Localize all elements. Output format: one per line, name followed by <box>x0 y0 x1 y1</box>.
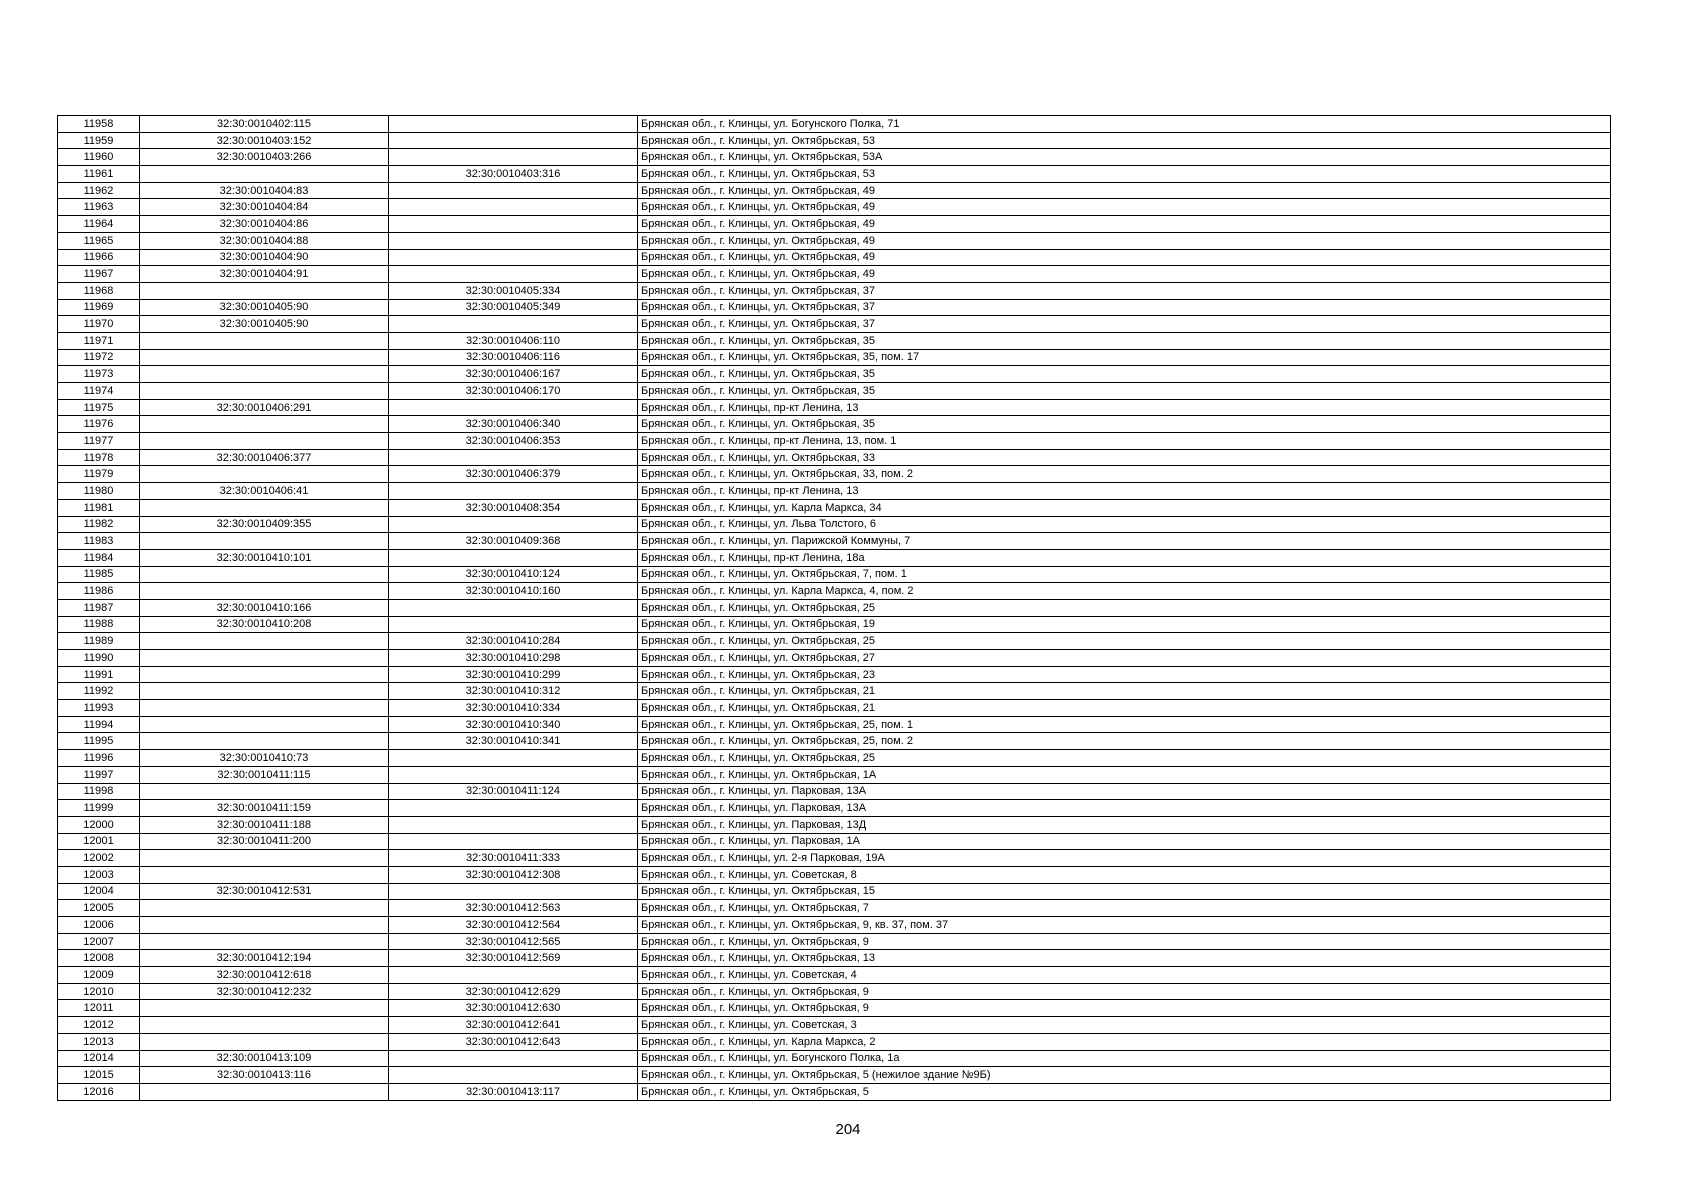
row-number: 12014 <box>58 1050 140 1067</box>
table-row <box>58 1000 1611 1017</box>
row-number: 11968 <box>58 282 140 299</box>
row-number: 12005 <box>58 900 140 917</box>
address: Брянская обл., г. Клинцы, пр-кт Ленина, 13 <box>638 483 1611 500</box>
address: Брянская обл., г. Клинцы, ул. Октябрьская, 49 <box>638 266 1611 283</box>
cadastral-number-a: 32:30:0010405:90 <box>140 299 389 316</box>
cadastral-number-a: 32:30:0010410:166 <box>140 599 389 616</box>
address: Брянская обл., г. Клинцы, ул. Октябрьская, 25 <box>638 750 1611 767</box>
cadastral-number-b: 32:30:0010411:124 <box>389 783 638 800</box>
cadastral-number-a: 32:30:0010410:73 <box>140 750 389 767</box>
row-number: 11982 <box>58 516 140 533</box>
cadastral-number-a: 32:30:0010409:355 <box>140 516 389 533</box>
cadastral-number-a <box>140 1017 389 1034</box>
row-number: 12000 <box>58 816 140 833</box>
table-row <box>58 1033 1611 1050</box>
row-number: 12009 <box>58 967 140 984</box>
table-row <box>58 349 1611 366</box>
cadastral-number-b <box>389 766 638 783</box>
cadastral-number-b <box>389 833 638 850</box>
row-number: 11967 <box>58 266 140 283</box>
address: Брянская обл., г. Клинцы, ул. Октябрьская, 9 <box>638 1000 1611 1017</box>
register-body <box>58 116 1611 1101</box>
address: Брянская обл., г. Клинцы, ул. Октябрьская, 7, пом. 1 <box>638 566 1611 583</box>
cadastral-number-a <box>140 166 389 183</box>
cadastral-number-a <box>140 1033 389 1050</box>
row-number: 11965 <box>58 232 140 249</box>
cadastral-number-b <box>389 116 638 133</box>
cadastral-number-a: 32:30:0010412:232 <box>140 983 389 1000</box>
row-number: 11977 <box>58 433 140 450</box>
address: Брянская обл., г. Клинцы, ул. Октябрьская, 49 <box>638 232 1611 249</box>
row-number: 11970 <box>58 316 140 333</box>
row-number: 11980 <box>58 483 140 500</box>
address: Брянская обл., г. Клинцы, ул. Октябрьская, 53А <box>638 149 1611 166</box>
cadastral-number-b: 32:30:0010412:643 <box>389 1033 638 1050</box>
cadastral-number-a: 32:30:0010402:115 <box>140 116 389 133</box>
cadastral-number-a <box>140 383 389 400</box>
row-number: 11981 <box>58 499 140 516</box>
address: Брянская обл., г. Клинцы, ул. Октябрьская, 27 <box>638 650 1611 667</box>
address: Брянская обл., г. Клинцы, ул. Октябрьская, 37 <box>638 316 1611 333</box>
table-row <box>58 499 1611 516</box>
table-row <box>58 1050 1611 1067</box>
table-row <box>58 249 1611 266</box>
cadastral-number-a <box>140 917 389 934</box>
cadastral-number-a: 32:30:0010411:159 <box>140 800 389 817</box>
table-row <box>58 766 1611 783</box>
cadastral-number-b <box>389 1067 638 1084</box>
table-row <box>58 633 1611 650</box>
row-number: 11986 <box>58 583 140 600</box>
cadastral-number-b: 32:30:0010410:299 <box>389 666 638 683</box>
table-row <box>58 266 1611 283</box>
cadastral-number-a: 32:30:0010404:84 <box>140 199 389 216</box>
cadastral-number-b: 32:30:0010410:341 <box>389 733 638 750</box>
address: Брянская обл., г. Клинцы, ул. Октябрьская, 13 <box>638 950 1611 967</box>
cadastral-number-b: 32:30:0010406:353 <box>389 433 638 450</box>
cadastral-number-b <box>389 149 638 166</box>
address: Брянская обл., г. Клинцы, ул. Октябрьская, 35, пом. 17 <box>638 349 1611 366</box>
cadastral-number-a <box>140 282 389 299</box>
cadastral-number-a: 32:30:0010412:194 <box>140 950 389 967</box>
cadastral-number-b: 32:30:0010411:333 <box>389 850 638 867</box>
cadastral-number-a: 32:30:0010412:531 <box>140 883 389 900</box>
address: Брянская обл., г. Клинцы, ул. Октябрьская, 35 <box>638 416 1611 433</box>
address: Брянская обл., г. Клинцы, ул. Октябрьская, 21 <box>638 700 1611 717</box>
cadastral-number-a <box>140 533 389 550</box>
cadastral-number-b: 32:30:0010410:340 <box>389 716 638 733</box>
cadastral-number-a: 32:30:0010404:86 <box>140 216 389 233</box>
cadastral-number-b: 32:30:0010406:167 <box>389 366 638 383</box>
row-number: 12001 <box>58 833 140 850</box>
row-number: 11966 <box>58 249 140 266</box>
table-row <box>58 666 1611 683</box>
row-number: 11962 <box>58 182 140 199</box>
cadastral-number-b: 32:30:0010406:379 <box>389 466 638 483</box>
cadastral-number-b: 32:30:0010406:340 <box>389 416 638 433</box>
row-number: 11974 <box>58 383 140 400</box>
table-row <box>58 1017 1611 1034</box>
row-number: 11964 <box>58 216 140 233</box>
address: Брянская обл., г. Клинцы, ул. Октябрьская, 25 <box>638 633 1611 650</box>
address: Брянская обл., г. Клинцы, ул. 2-я Парковая, 19А <box>638 850 1611 867</box>
table-row <box>58 416 1611 433</box>
address: Брянская обл., г. Клинцы, ул. Октябрьская, 21 <box>638 683 1611 700</box>
row-number: 11984 <box>58 549 140 566</box>
table-row <box>58 399 1611 416</box>
table-row <box>58 650 1611 667</box>
table-row <box>58 683 1611 700</box>
cadastral-number-b: 32:30:0010410:298 <box>389 650 638 667</box>
row-number: 11983 <box>58 533 140 550</box>
cadastral-number-b <box>389 1050 638 1067</box>
address: Брянская обл., г. Клинцы, ул. Парижской Коммуны, 7 <box>638 533 1611 550</box>
cadastral-number-b: 32:30:0010406:116 <box>389 349 638 366</box>
address: Брянская обл., г. Клинцы, ул. Парковая, 1А <box>638 833 1611 850</box>
row-number: 11960 <box>58 149 140 166</box>
cadastral-number-b <box>389 599 638 616</box>
cadastral-number-a <box>140 933 389 950</box>
row-number: 12003 <box>58 866 140 883</box>
row-number: 11998 <box>58 783 140 800</box>
address: Брянская обл., г. Клинцы, ул. Октябрьская, 53 <box>638 166 1611 183</box>
table-row <box>58 132 1611 149</box>
cadastral-number-b: 32:30:0010412:563 <box>389 900 638 917</box>
cadastral-number-b: 32:30:0010409:368 <box>389 533 638 550</box>
table-row <box>58 599 1611 616</box>
cadastral-number-a: 32:30:0010404:83 <box>140 182 389 199</box>
cadastral-number-b <box>389 483 638 500</box>
row-number: 11996 <box>58 750 140 767</box>
address: Брянская обл., г. Клинцы, ул. Парковая, 13А <box>638 800 1611 817</box>
row-number: 12015 <box>58 1067 140 1084</box>
cadastral-number-b: 32:30:0010406:170 <box>389 383 638 400</box>
table-row <box>58 583 1611 600</box>
cadastral-number-b: 32:30:0010403:316 <box>389 166 638 183</box>
row-number: 12016 <box>58 1083 140 1100</box>
cadastral-number-b: 32:30:0010412:565 <box>389 933 638 950</box>
table-row <box>58 883 1611 900</box>
row-number: 11961 <box>58 166 140 183</box>
table-row <box>58 733 1611 750</box>
row-number: 11990 <box>58 650 140 667</box>
cadastral-number-a <box>140 466 389 483</box>
table-row <box>58 533 1611 550</box>
address: Брянская обл., г. Клинцы, ул. Октябрьская, 49 <box>638 199 1611 216</box>
address: Брянская обл., г. Клинцы, ул. Октябрьская, 33, пом. 2 <box>638 466 1611 483</box>
table-row <box>58 549 1611 566</box>
table-row <box>58 149 1611 166</box>
row-number: 11963 <box>58 199 140 216</box>
table-row <box>58 566 1611 583</box>
cadastral-number-a: 32:30:0010413:109 <box>140 1050 389 1067</box>
cadastral-number-a: 32:30:0010406:291 <box>140 399 389 416</box>
cadastral-number-b: 32:30:0010405:349 <box>389 299 638 316</box>
table-row <box>58 716 1611 733</box>
table-row <box>58 516 1611 533</box>
table-row <box>58 900 1611 917</box>
table-row <box>58 182 1611 199</box>
row-number: 11971 <box>58 332 140 349</box>
row-number: 11988 <box>58 616 140 633</box>
address: Брянская обл., г. Клинцы, ул. Октябрьская, 5 (нежилое здание №9Б) <box>638 1067 1611 1084</box>
row-number: 11997 <box>58 766 140 783</box>
address: Брянская обл., г. Клинцы, ул. Октябрьская, 9, кв. 37, пом. 37 <box>638 917 1611 934</box>
row-number: 11994 <box>58 716 140 733</box>
cadastral-number-a <box>140 499 389 516</box>
row-number: 11992 <box>58 683 140 700</box>
table-row <box>58 383 1611 400</box>
table-row <box>58 299 1611 316</box>
table-row <box>58 433 1611 450</box>
address: Брянская обл., г. Клинцы, ул. Октябрьская, 25, пом. 2 <box>638 733 1611 750</box>
table-row <box>58 282 1611 299</box>
address: Брянская обл., г. Клинцы, ул. Октябрьская, 23 <box>638 666 1611 683</box>
cadastral-number-a <box>140 1083 389 1100</box>
cadastral-number-a <box>140 850 389 867</box>
table-row <box>58 483 1611 500</box>
table-row <box>58 366 1611 383</box>
cadastral-number-b: 32:30:0010406:110 <box>389 332 638 349</box>
row-number: 11989 <box>58 633 140 650</box>
cadastral-number-b <box>389 449 638 466</box>
row-number: 12004 <box>58 883 140 900</box>
cadastral-number-a <box>140 733 389 750</box>
address: Брянская обл., г. Клинцы, ул. Октябрьская, 15 <box>638 883 1611 900</box>
table-row <box>58 866 1611 883</box>
cadastral-number-b <box>389 967 638 984</box>
cadastral-number-a: 32:30:0010403:152 <box>140 132 389 149</box>
cadastral-number-b <box>389 216 638 233</box>
cadastral-number-a: 32:30:0010413:116 <box>140 1067 389 1084</box>
row-number: 11969 <box>58 299 140 316</box>
row-number: 11987 <box>58 599 140 616</box>
cadastral-number-b <box>389 232 638 249</box>
table-row <box>58 850 1611 867</box>
address: Брянская обл., г. Клинцы, ул. Парковая, 13Д <box>638 816 1611 833</box>
cadastral-number-a: 32:30:0010404:91 <box>140 266 389 283</box>
cadastral-number-a <box>140 716 389 733</box>
cadastral-number-b: 32:30:0010410:312 <box>389 683 638 700</box>
cadastral-number-a <box>140 566 389 583</box>
cadastral-number-a: 32:30:0010410:101 <box>140 549 389 566</box>
table-row <box>58 232 1611 249</box>
cadastral-number-a <box>140 666 389 683</box>
address: Брянская обл., г. Клинцы, ул. Богунского Полка, 1а <box>638 1050 1611 1067</box>
cadastral-number-a <box>140 783 389 800</box>
table-row <box>58 466 1611 483</box>
row-number: 12012 <box>58 1017 140 1034</box>
table-row <box>58 316 1611 333</box>
table-row <box>58 917 1611 934</box>
cadastral-number-a <box>140 433 389 450</box>
row-number: 11978 <box>58 449 140 466</box>
cadastral-number-b: 32:30:0010405:334 <box>389 282 638 299</box>
table-row <box>58 950 1611 967</box>
address: Брянская обл., г. Клинцы, ул. Октябрьская, 49 <box>638 249 1611 266</box>
cadastral-number-a: 32:30:0010406:377 <box>140 449 389 466</box>
cadastral-number-b: 32:30:0010413:117 <box>389 1083 638 1100</box>
address: Брянская обл., г. Клинцы, ул. Советская, 8 <box>638 866 1611 883</box>
table-row <box>58 983 1611 1000</box>
cadastral-number-b: 32:30:0010412:641 <box>389 1017 638 1034</box>
row-number: 12011 <box>58 1000 140 1017</box>
cadastral-number-b <box>389 516 638 533</box>
table-row <box>58 967 1611 984</box>
cadastral-number-b <box>389 549 638 566</box>
cadastral-number-b <box>389 883 638 900</box>
cadastral-number-b <box>389 399 638 416</box>
cadastral-number-b <box>389 816 638 833</box>
property-register-table <box>57 115 1611 1101</box>
row-number: 12007 <box>58 933 140 950</box>
cadastral-number-a <box>140 349 389 366</box>
cadastral-number-b: 32:30:0010408:354 <box>389 499 638 516</box>
table-row <box>58 833 1611 850</box>
address: Брянская обл., г. Клинцы, ул. Октябрьская, 19 <box>638 616 1611 633</box>
cadastral-number-a <box>140 416 389 433</box>
cadastral-number-a <box>140 633 389 650</box>
row-number: 11976 <box>58 416 140 433</box>
address: Брянская обл., г. Клинцы, ул. Октябрьская, 25, пом. 1 <box>638 716 1611 733</box>
cadastral-number-a: 32:30:0010412:618 <box>140 967 389 984</box>
table-row <box>58 933 1611 950</box>
cadastral-number-a <box>140 583 389 600</box>
cadastral-number-a <box>140 866 389 883</box>
table-row <box>58 816 1611 833</box>
cadastral-number-b: 32:30:0010412:629 <box>389 983 638 1000</box>
address: Брянская обл., г. Клинцы, ул. Октябрьская, 35 <box>638 383 1611 400</box>
row-number: 12010 <box>58 983 140 1000</box>
address: Брянская обл., г. Клинцы, ул. Парковая, 13А <box>638 783 1611 800</box>
table-row <box>58 166 1611 183</box>
cadastral-number-b <box>389 750 638 767</box>
address: Брянская обл., г. Клинцы, ул. Карла Маркса, 4, пом. 2 <box>638 583 1611 600</box>
cadastral-number-a <box>140 700 389 717</box>
cadastral-number-a: 32:30:0010404:90 <box>140 249 389 266</box>
cadastral-number-a <box>140 1000 389 1017</box>
cadastral-number-a: 32:30:0010405:90 <box>140 316 389 333</box>
cadastral-number-b <box>389 249 638 266</box>
table-row <box>58 700 1611 717</box>
table-row <box>58 199 1611 216</box>
address: Брянская обл., г. Клинцы, ул. Октябрьская, 53 <box>638 132 1611 149</box>
row-number: 11959 <box>58 132 140 149</box>
table-row <box>58 1067 1611 1084</box>
row-number: 11991 <box>58 666 140 683</box>
row-number: 11985 <box>58 566 140 583</box>
cadastral-number-b <box>389 800 638 817</box>
address: Брянская обл., г. Клинцы, пр-кт Ленина, 13 <box>638 399 1611 416</box>
cadastral-number-b: 32:30:0010412:308 <box>389 866 638 883</box>
row-number: 11973 <box>58 366 140 383</box>
table-row <box>58 783 1611 800</box>
page-number: 204 <box>835 1121 861 1138</box>
table-row <box>58 449 1611 466</box>
cadastral-number-a <box>140 332 389 349</box>
table-row <box>58 616 1611 633</box>
address: Брянская обл., г. Клинцы, ул. Октябрьская, 35 <box>638 366 1611 383</box>
cadastral-number-b <box>389 616 638 633</box>
cadastral-number-a <box>140 683 389 700</box>
row-number: 11993 <box>58 700 140 717</box>
table-row <box>58 750 1611 767</box>
cadastral-number-b: 32:30:0010410:334 <box>389 700 638 717</box>
row-number: 11999 <box>58 800 140 817</box>
address: Брянская обл., г. Клинцы, ул. Октябрьская, 9 <box>638 983 1611 1000</box>
address: Брянская обл., г. Клинцы, ул. Октябрьская, 37 <box>638 282 1611 299</box>
address: Брянская обл., г. Клинцы, ул. Октябрьская, 1А <box>638 766 1611 783</box>
row-number: 12002 <box>58 850 140 867</box>
address: Брянская обл., г. Клинцы, пр-кт Ленина, 13, пом. 1 <box>638 433 1611 450</box>
address: Брянская обл., г. Клинцы, ул. Октябрьская, 9 <box>638 933 1611 950</box>
cadastral-number-b <box>389 132 638 149</box>
cadastral-number-b: 32:30:0010410:124 <box>389 566 638 583</box>
cadastral-number-a: 32:30:0010403:266 <box>140 149 389 166</box>
address: Брянская обл., г. Клинцы, ул. Советская, 4 <box>638 967 1611 984</box>
address: Брянская обл., г. Клинцы, ул. Советская, 3 <box>638 1017 1611 1034</box>
cadastral-number-a: 32:30:0010411:188 <box>140 816 389 833</box>
cadastral-number-a <box>140 366 389 383</box>
row-number: 11958 <box>58 116 140 133</box>
cadastral-number-b: 32:30:0010412:569 <box>389 950 638 967</box>
address: Брянская обл., г. Клинцы, ул. Богунского Полка, 71 <box>638 116 1611 133</box>
cadastral-number-a <box>140 650 389 667</box>
address: Брянская обл., г. Клинцы, ул. Октябрьская, 7 <box>638 900 1611 917</box>
address: Брянская обл., г. Клинцы, ул. Октябрьская, 33 <box>638 449 1611 466</box>
address: Брянская обл., г. Клинцы, ул. Карла Маркса, 2 <box>638 1033 1611 1050</box>
cadastral-number-b: 32:30:0010412:564 <box>389 917 638 934</box>
cadastral-number-a: 32:30:0010410:208 <box>140 616 389 633</box>
address: Брянская обл., г. Клинцы, ул. Октябрьская, 49 <box>638 216 1611 233</box>
cadastral-number-b: 32:30:0010410:284 <box>389 633 638 650</box>
address: Брянская обл., г. Клинцы, ул. Октябрьская, 35 <box>638 332 1611 349</box>
cadastral-number-b: 32:30:0010410:160 <box>389 583 638 600</box>
address: Брянская обл., г. Клинцы, пр-кт Ленина, 18а <box>638 549 1611 566</box>
address: Брянская обл., г. Клинцы, ул. Октябрьская, 49 <box>638 182 1611 199</box>
row-number: 12006 <box>58 917 140 934</box>
table-row <box>58 116 1611 133</box>
address: Брянская обл., г. Клинцы, ул. Карла Маркса, 34 <box>638 499 1611 516</box>
row-number: 11975 <box>58 399 140 416</box>
table-row <box>58 1083 1611 1100</box>
address: Брянская обл., г. Клинцы, ул. Октябрьская, 5 <box>638 1083 1611 1100</box>
row-number: 12013 <box>58 1033 140 1050</box>
cadastral-number-a: 32:30:0010406:41 <box>140 483 389 500</box>
cadastral-number-a: 32:30:0010411:200 <box>140 833 389 850</box>
cadastral-number-a: 32:30:0010411:115 <box>140 766 389 783</box>
cadastral-number-b <box>389 199 638 216</box>
table-row <box>58 800 1611 817</box>
cadastral-number-b <box>389 316 638 333</box>
address: Брянская обл., г. Клинцы, ул. Льва Толстого, 6 <box>638 516 1611 533</box>
table-row <box>58 332 1611 349</box>
cadastral-number-b <box>389 266 638 283</box>
address: Брянская обл., г. Клинцы, ул. Октябрьская, 37 <box>638 299 1611 316</box>
row-number: 11979 <box>58 466 140 483</box>
cadastral-number-a <box>140 900 389 917</box>
row-number: 11995 <box>58 733 140 750</box>
address: Брянская обл., г. Клинцы, ул. Октябрьская, 25 <box>638 599 1611 616</box>
table-row <box>58 216 1611 233</box>
cadastral-number-b: 32:30:0010412:630 <box>389 1000 638 1017</box>
row-number: 11972 <box>58 349 140 366</box>
row-number: 12008 <box>58 950 140 967</box>
cadastral-number-b <box>389 182 638 199</box>
cadastral-number-a: 32:30:0010404:88 <box>140 232 389 249</box>
